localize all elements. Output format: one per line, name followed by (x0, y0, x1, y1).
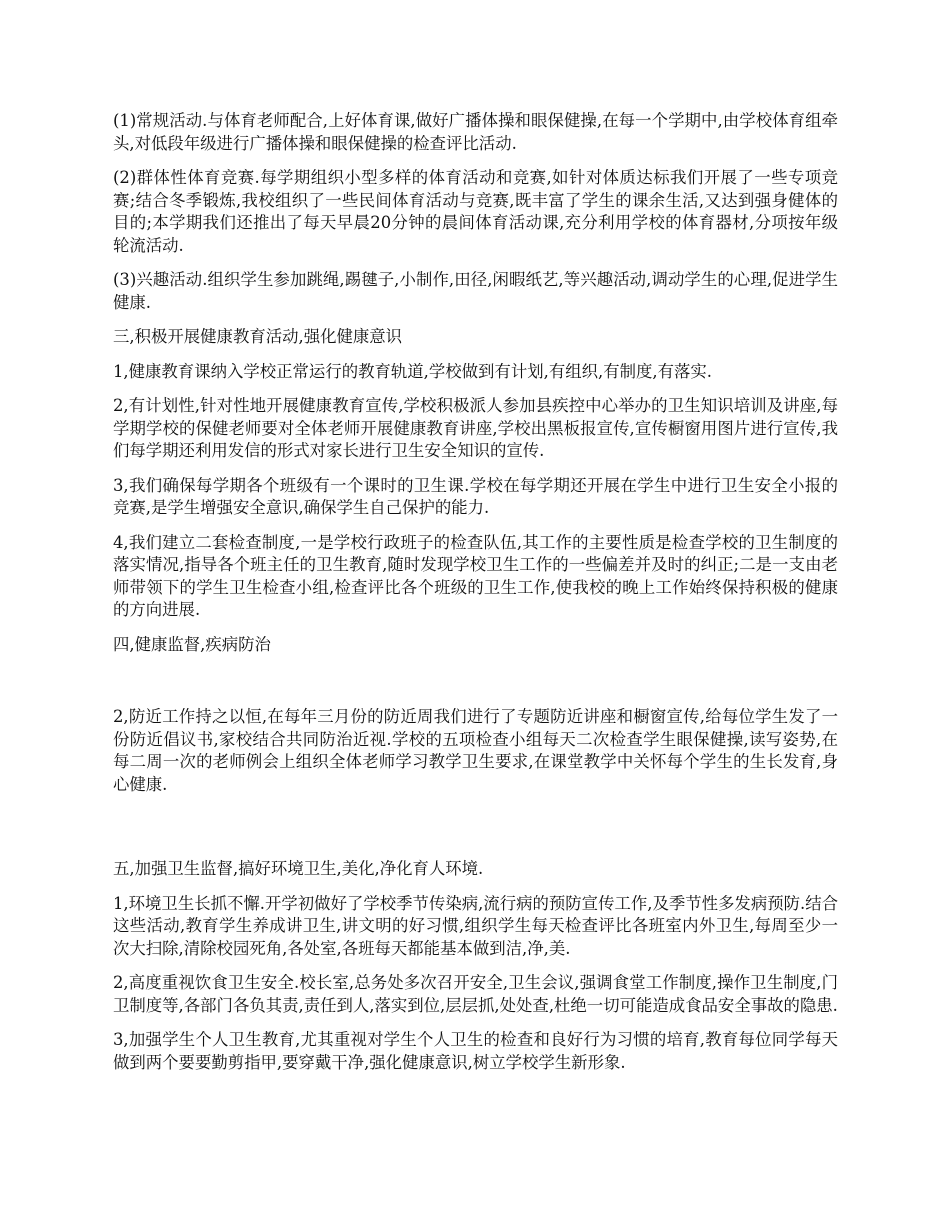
paragraph-sports-competition: (2)群体性体育竞赛.每学期组织小型多样的体育活动和竞赛,如针对体质达标我们开展了一些专项竞赛;结合冬季锻炼,我校组织了一些民间体育活动与竞赛,既丰富了学生的课余生活,又达到强身健体的目的;本学期我们还推出了每天早晨20分钟的晨间体育活动课,充分利用学校的体育器材,分项按年级轮流活动. (113, 168, 838, 255)
section-heading-5: 五,加强卫生监督,搞好环境卫生,美化,净化育人环境. (113, 859, 484, 878)
paragraph-inspection-system: 4,我们建立二套检查制度,一是学校行政班子的检查队伍,其工作的主要性质是检查学校的卫生制度的落实情况,指导各个班主任的卫生教育,随时发现学校卫生工作的一些偏差并及时的纠正;二是一支由老师带领下的学生卫生检查小组,检查评比各个班级的卫生工作,使我校的晚上工作始终保持积极的健康的方向进展. (113, 532, 838, 619)
paragraph-interest-activities: (3)兴趣活动.组织学生参加跳绳,踢毽子,小制作,田径,闲暇纸艺,等兴趣活动,调动学生的心理,促进学生健康. (113, 270, 838, 312)
paragraph-myopia-prevention: 2,防近工作持之以恒,在每年三月份的防近周我们进行了专题防近讲座和橱窗宣传,给每位学生发了一份防近倡议书,家校结合共同防治近视.学校的五项检查小组每天二次检查学生眼保健操,读写姿势,在每二周一次的老师例会上组织全体老师学习教学卫生要求,在课堂教学中关怀每个学生的生长发育,身心健康. (113, 707, 838, 794)
section-heading-3: 三,积极开展健康教育活动,强化健康意识 (113, 327, 403, 346)
section-heading-4: 四,健康监督,疾病防治 (113, 634, 271, 654)
paragraph-health-course: 1,健康教育课纳入学校正常运行的教育轨道,学校做到有计划,有组织,有制度,有落实. (113, 361, 712, 381)
document-page (113, 110, 838, 1086)
paragraph-food-safety: 2,高度重视饮食卫生安全.校长室,总务处多次召开安全,卫生会议,强调食堂工作制度,操作卫生制度,门卫制度等,各部门各负其责,责任到人,落实到位,层层抓,处处查,杜绝一切可能造成食品安全事故的隐患. (113, 973, 838, 1015)
paragraph-environment-hygiene: 1,环境卫生长抓不懈.开学初做好了学校季节传染病,流行病的预防宣传工作,及季节性多发病预防.结合这些活动,教育学生养成讲卫生,讲文明的好习惯,组织学生每天检查评比各班室内外卫生,每周至少一次大扫除,清除校园死角,各处室,各班每天都能基本做到洁,净,美. (113, 893, 838, 958)
paragraph-hygiene-class: 3,我们确保每学期各个班级有一个课时的卫生课.学校在每学期还开展在学生中进行卫生安全小报的竞赛,是学生增强安全意识,确保学生自己保护的能力. (113, 475, 838, 517)
paragraph-health-promotion: 2,有计划性,针对性地开展健康教育宣传,学校积极派人参加县疾控中心举办的卫生知识培训及讲座,每学期学校的保健老师要对全体老师开展健康教育讲座,学校出黑板报宣传,宣传橱窗用图片进行宣传,我们每学期还利用发信的形式对家长进行卫生安全知识的宣传. (113, 396, 838, 460)
paragraph-personal-hygiene: 3,加强学生个人卫生教育,尤其重视对学生个人卫生的检查和良好行为习惯的培育,教育每位同学每天做到两个要要勤剪指甲,要穿戴干净,强化健康意识,树立学校学生新形象. (113, 1030, 838, 1072)
blank-gap (113, 808, 838, 858)
paragraph-sports-routine: (1)常规活动.与体育老师配合,上好体育课,做好广播体操和眼保健操,在每一个学期中,由学校体育组牵头,对低段年级进行广播体操和眼保健操的检查评比活动. (113, 111, 838, 153)
blank-gap (113, 668, 838, 706)
